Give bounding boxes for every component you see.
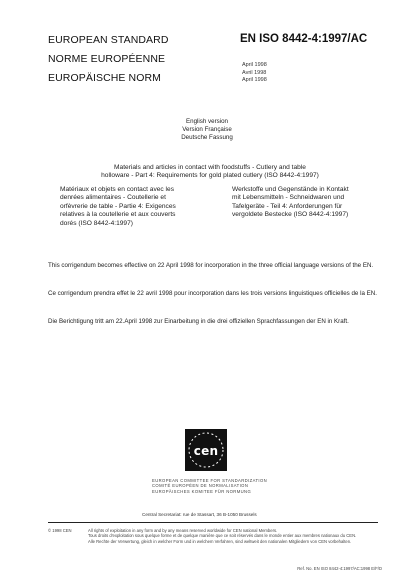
version-en: English version: [186, 118, 228, 125]
rights-notice: [88, 528, 378, 544]
title-en-line: Materials and articles in contact with foodstuffs - Cutlery and table: [114, 164, 306, 171]
title-french: NORME EUROPÉENNE: [48, 53, 166, 65]
title-de-line: Tafelgeräte - Teil 4: Anforderungen für: [232, 202, 343, 210]
committee-name-fr: COMITÉ EUROPÉEN DE NORMALISATION: [152, 483, 249, 489]
footer-divider: [48, 522, 378, 523]
rights-en: All rights of exploitation in any form and by any means reserved worldwide for CEN national Members.: [88, 528, 278, 533]
committee-name-de: EUROPÄISCHES KOMITEE FÜR NORMUNG: [152, 488, 252, 494]
corrigendum-fr: Ce corrigendum prendra effet le 22 avril 1998 pour incorporation dans les trois versions linguistiques officielles de la EN.: [48, 290, 377, 297]
rights-fr: Tous droits d'exploitation sous quelque forme et de quelque manière que ce soit réservés dans le monde entier aux membres nationaux du CEN.: [88, 533, 357, 539]
corrigendum-de: Die Berichtigung tritt am 22.April 1998 zur Einarbeitung in die drei offiziellen Sprachfassungen der EN in Kraft.: [48, 318, 349, 325]
cen-logo: [185, 429, 227, 471]
date-de: April 1998: [242, 77, 267, 84]
reference-number: Ref. No. EN ISO 8442-4:1997/AC:1998 E/F/D: [297, 566, 382, 571]
cen-logo-letters: cen: [193, 444, 219, 458]
version-fr: Version Française: [182, 126, 232, 133]
title-german: EUROPÄISCHE NORM: [48, 72, 162, 84]
rights-de: Alle Rechte der Verwertung, gleich in welcher Form und in welchem Verfahren, sind weltweit den nationalen Mitgliedern von CEN vorbehalten.: [88, 538, 352, 544]
issue-dates: [242, 62, 267, 85]
central-secretariat: Central Secretariat: rue de Stassart, 36 B-1050 Brussels: [142, 512, 257, 517]
copyright-notice: © 1998 CEN: [48, 528, 72, 533]
date-fr: Avril 1998: [242, 69, 267, 76]
title-de-line: Werkstoffe und Gegenstände in Kontakt: [232, 186, 349, 193]
standard-number: EN ISO 8442-4:1997/AC: [240, 33, 368, 45]
committee-name-en: EUROPEAN COMMITTEE FOR STANDARDIZATION: [152, 478, 268, 483]
version-labels: [0, 118, 414, 142]
title-fr-line: denrées alimentaires - Coutellerie et: [60, 194, 166, 202]
corrigendum-en: This corrigendum becomes effective on 22 April 1998 for incorporation in the three official language versions of the EN.: [48, 262, 374, 269]
version-de: Deutsche Fassung: [181, 134, 233, 141]
title-fr-line: orfèvrerie de table - Partie 4: Exigences: [60, 202, 176, 210]
title-en-line: holloware - Part 4: Requirements for gold plated cutlery (ISO 8442-4:1997): [101, 172, 319, 180]
title-fr-line: dorés (ISO 8442-4:1997): [60, 219, 133, 227]
title-fr-line: relatives à la coutellerie et aux couverts: [60, 211, 176, 219]
title-fr-block: [60, 186, 190, 228]
cen-committee-names: [152, 478, 352, 494]
title-de-line: vergoldete Bestecke (ISO 8442-4:1997): [232, 211, 349, 219]
title-de-block: [232, 186, 382, 220]
title-en-block: [40, 164, 380, 181]
title-de-line: mit Lebensmitteln - Schneidwaren und: [232, 194, 345, 202]
standard-titles: [48, 34, 169, 85]
date-en: April 1998: [242, 62, 267, 68]
title-english: EUROPEAN STANDARD: [48, 34, 169, 46]
title-fr-line: Matériaux et objets en contact avec les: [60, 186, 174, 193]
